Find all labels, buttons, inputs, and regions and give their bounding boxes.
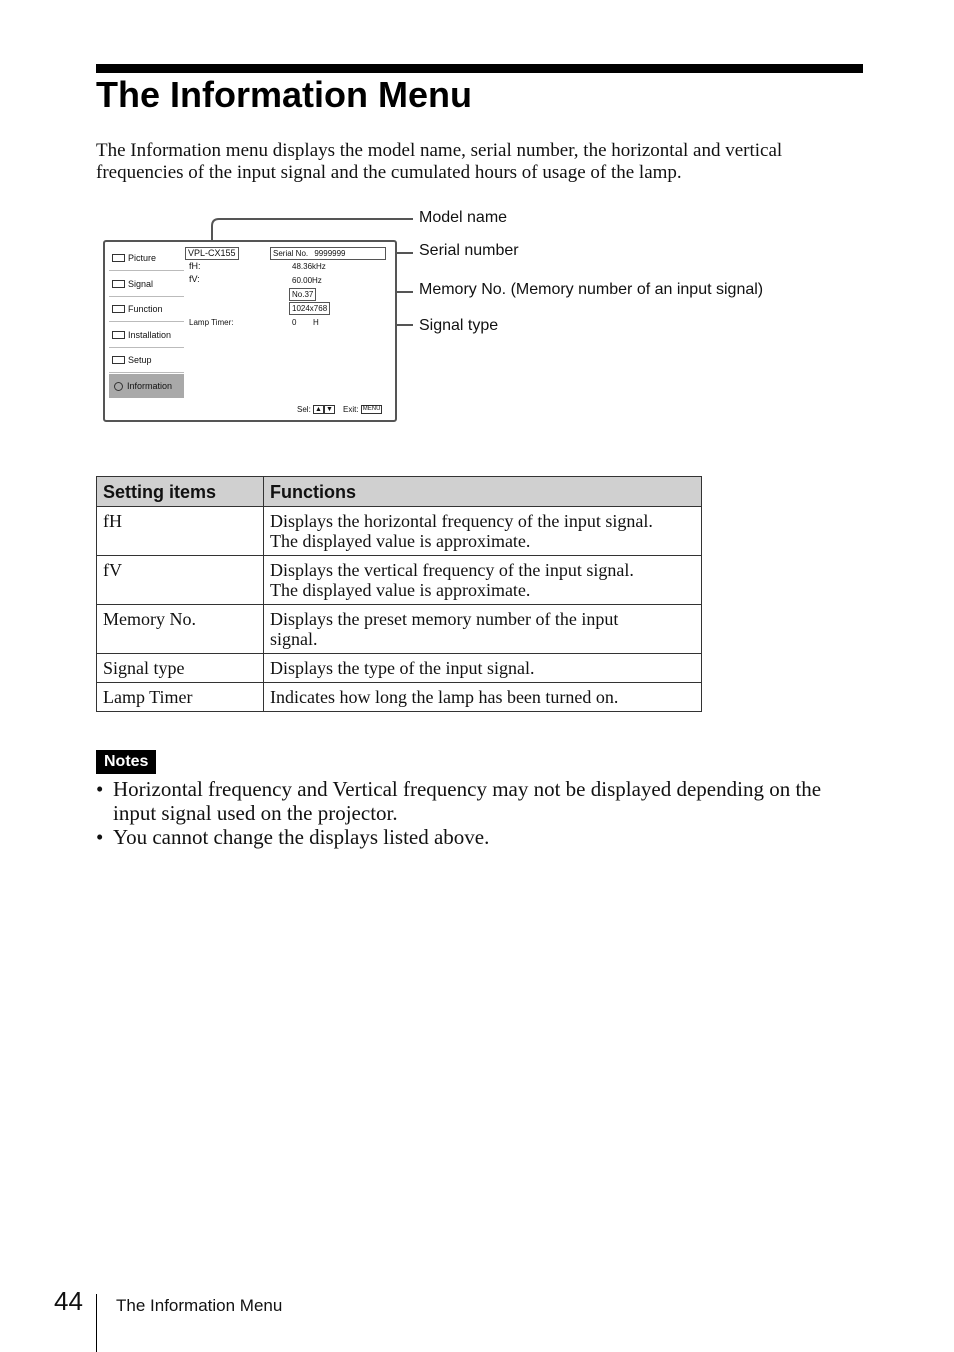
signal-type-value: 1024x768: [289, 302, 330, 315]
callout-model-name: Model name: [419, 209, 508, 226]
menu-item-label: Function: [128, 304, 163, 314]
function-cell: [264, 605, 702, 654]
fv-value: 60.00Hz: [292, 276, 322, 285]
page-number: 44: [54, 1286, 83, 1316]
serial-number-box: [270, 247, 386, 260]
table-row: [97, 654, 702, 683]
lamp-timer-value: 0: [292, 318, 297, 327]
callout-serial-number: Serial number: [419, 242, 519, 259]
callout-signal-type: Signal type: [419, 317, 499, 334]
function-cell: Displays the type of the input signal.: [264, 654, 702, 683]
intro-paragraph: The Information menu displays the model name, serial number, the horizontal and vertical frequencies of the input signal and the cumulated hours of usage of the lamp.: [96, 140, 783, 183]
lamp-timer-label: Lamp Timer:: [189, 318, 234, 327]
table-row: [97, 507, 702, 556]
information-menu-screen: [103, 240, 397, 422]
footer-title: The Information Menu: [116, 1296, 283, 1315]
function-cell: [264, 507, 702, 556]
column-header-setting-items: Setting items: [97, 477, 264, 507]
setting-item-cell: fV: [97, 556, 264, 605]
select-label: Sel:: [297, 405, 311, 414]
table-row: [97, 605, 702, 654]
lamp-timer-unit: H: [313, 318, 319, 327]
function-cell: Indicates how long the lamp has been turned on.: [264, 683, 702, 712]
fh-label: fH:: [189, 261, 201, 271]
callout-memory-no: Memory No. (Memory number of an input signal): [419, 281, 764, 298]
settings-table: [96, 476, 702, 712]
serial-value: 9999999: [314, 249, 346, 258]
setting-item-cell: Memory No.: [97, 605, 264, 654]
setting-item-cell: fH: [97, 507, 264, 556]
column-header-functions: Functions: [264, 477, 702, 507]
menu-item-label: Setup: [128, 355, 152, 365]
function-line: Displays the preset memory number of the input: [270, 609, 619, 629]
menu-item-label: Signal: [128, 279, 154, 289]
menu-content: [105, 242, 395, 420]
exit-hint: [343, 404, 382, 415]
table-row: [97, 683, 702, 712]
note-item: • Horizontal frequency and Vertical frequency may not be displayed depending on the input signal used on the projector.: [96, 777, 856, 825]
note-item: • You cannot change the displays listed above.: [96, 825, 856, 849]
select-hint: [297, 404, 335, 415]
function-line: Displays the horizontal frequency of the input signal.: [270, 511, 653, 531]
table-header-row: [97, 477, 702, 507]
setting-item-cell: Signal type: [97, 654, 264, 683]
function-line: Displays the vertical frequency of the input signal.: [270, 560, 634, 580]
function-cell: [264, 556, 702, 605]
arrow-down-icon: ▼: [325, 406, 333, 414]
serial-label: Serial No.: [273, 249, 309, 258]
table-row: [97, 556, 702, 605]
menu-item-label: Picture: [128, 253, 157, 263]
footer-divider: [96, 1294, 97, 1352]
menu-item-label: Information: [127, 381, 173, 391]
menu-key-icon: MENU: [362, 406, 381, 413]
memory-no-value: No.37: [289, 288, 316, 301]
setting-item-cell: Lamp Timer: [97, 683, 264, 712]
model-name-value: VPL-CX155: [185, 247, 239, 260]
function-line: signal.: [270, 629, 318, 649]
function-line: The displayed value is approximate.: [270, 531, 531, 551]
fh-value: 48.36kHz: [292, 262, 326, 271]
arrow-up-icon: ▲: [315, 406, 322, 414]
notes-list: [96, 777, 856, 849]
page-title: The Information Menu: [96, 74, 472, 115]
exit-label: Exit:: [343, 405, 359, 414]
notes-label: Notes: [96, 750, 156, 774]
menu-item-label: Installation: [128, 330, 172, 340]
function-line: The displayed value is approximate.: [270, 580, 531, 600]
fv-label: fV:: [189, 274, 200, 284]
